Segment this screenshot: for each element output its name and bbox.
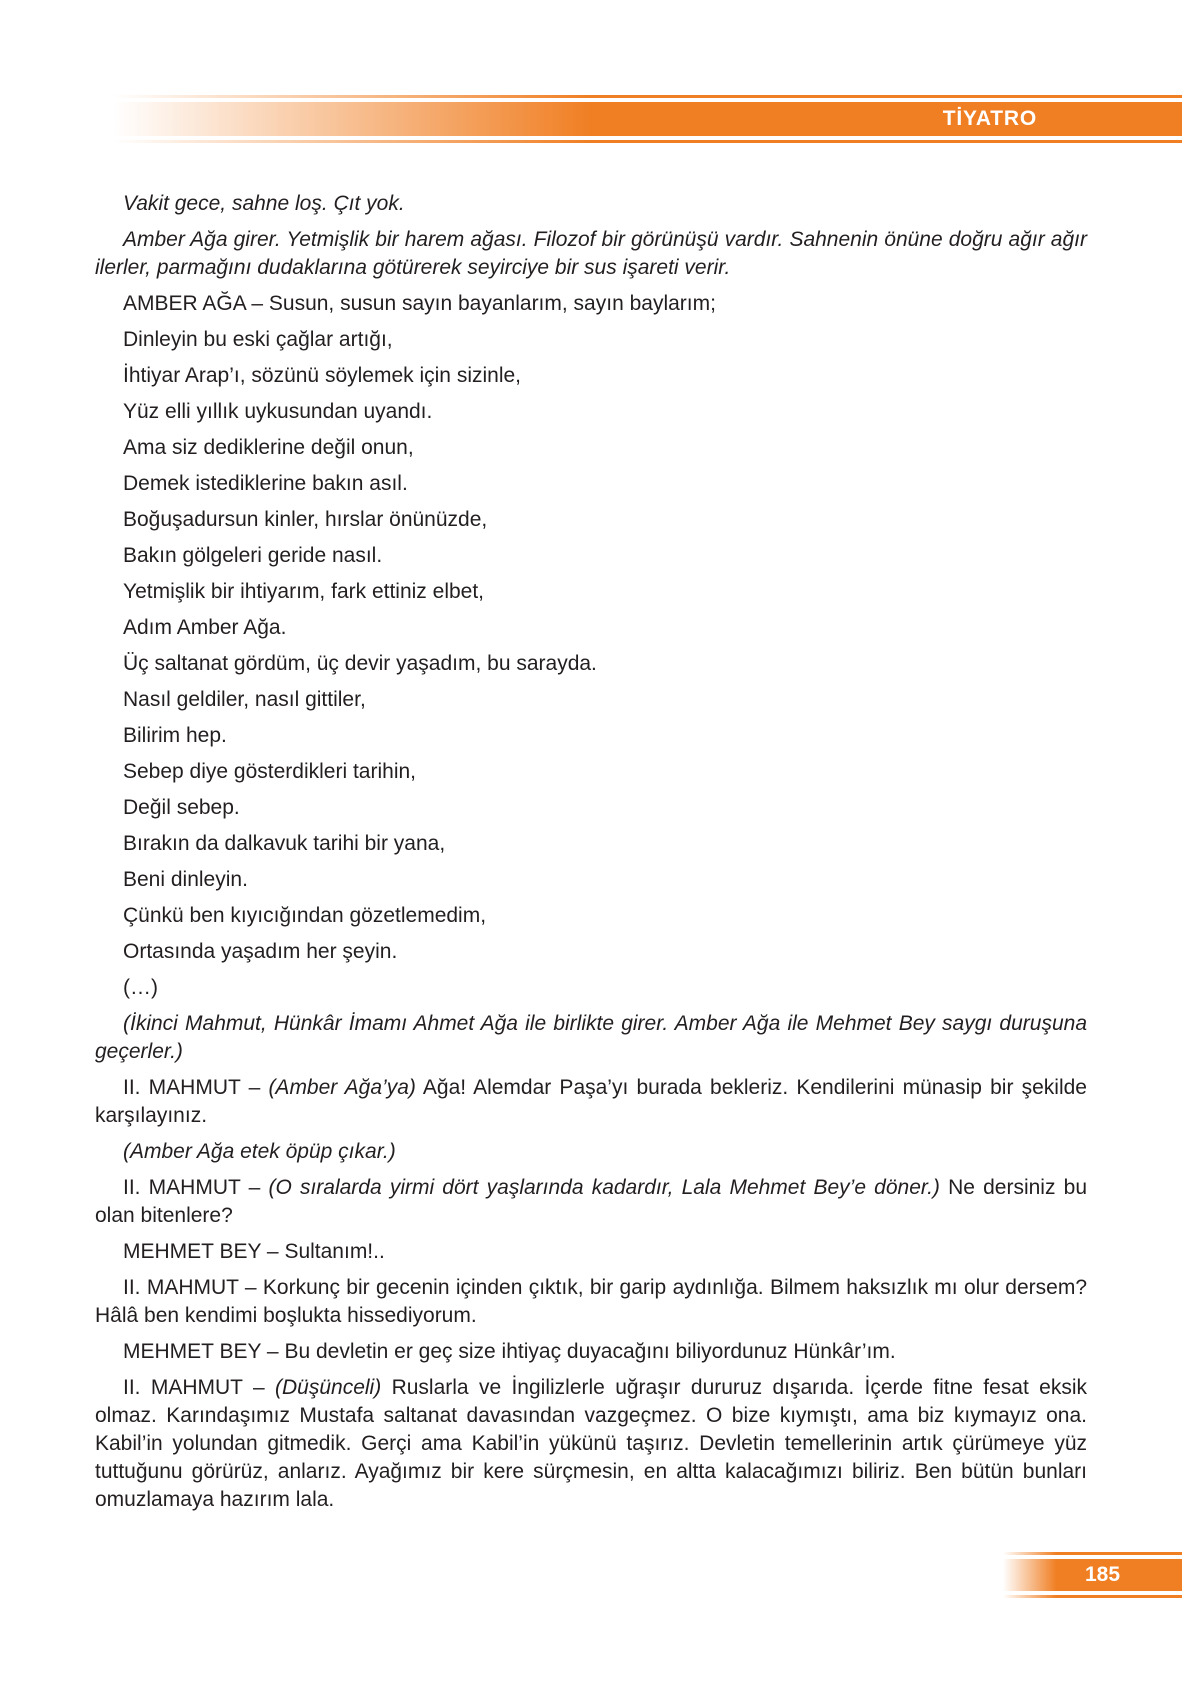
paragraph-stage: [95, 226, 1087, 282]
text-run: II. MAHMUT –: [123, 1076, 269, 1099]
footer-top-rule: [1003, 1552, 1182, 1555]
paragraph-verse: [95, 686, 1087, 714]
paragraph-stage: [95, 1138, 1087, 1166]
text-run: Yüz elli yıllık uykusundan uyandı.: [123, 400, 433, 423]
paragraph-dialogue: [95, 1338, 1087, 1366]
text-run: Ruslarla ve İngilizlerle uğraşır dururuz dışarıda. İçerde fitne fesat eksik olmaz. Karındaşımız Mustafa saltanat davasından vazgeçmez. O bize kıymıştı, ama biz kıymayız ona. Kabil’in yolundan gitmedik. Gerçi ama Kabil’in yükünü taşırız. Devletin temellerinin artık çürümeye yüz tuttuğunu görürüz, anlarız. Ayağımız bir kere sürçmesin, en altta kalacağımızı biliriz. Ben bütün bunları omuzlamaya hazırım lala.: [95, 1376, 1087, 1511]
paragraph-verse: [95, 614, 1087, 642]
text-run: II. MAHMUT –: [123, 1176, 269, 1199]
section-title: TİYATRO: [942, 107, 1037, 130]
paragraph-dialogue: [95, 1274, 1087, 1330]
header-bottom-rule: [113, 140, 1182, 143]
text-run: (İkinci Mahmut, Hünkâr İmamı Ahmet Ağa ile birlikte girer. Amber Ağa ile Mehmet Bey saygı duruşuna geçerler.): [95, 1012, 1087, 1063]
text-run: Beni dinleyin.: [123, 868, 248, 891]
text-run: Ağa! Alemdar Paşa’yı burada bekleriz. Kendilerini münasip bir şekilde karşılayınız.: [95, 1076, 1087, 1127]
text-run: Yetmişlik bir ihtiyarım, fark ettiniz elbet,: [123, 580, 485, 603]
paragraph-verse: [95, 290, 1087, 318]
paragraph-dialogue: [95, 1174, 1087, 1230]
paragraph-verse: [95, 902, 1087, 930]
paragraph-verse: [95, 938, 1087, 966]
page-number: 185: [1084, 1563, 1121, 1586]
text-run: (…): [123, 976, 158, 999]
paragraph-verse: [95, 758, 1087, 786]
paragraph-verse: [95, 542, 1087, 570]
paragraph-stage: [95, 190, 1087, 218]
text-run: Ama siz dediklerine değil onun,: [123, 436, 414, 459]
text-run: MEHMET BEY – Bu devletin er geç size ihtiyaç duyacağını biliyordunuz Hünkâr’ım.: [123, 1340, 896, 1363]
text-run: Adım Amber Ağa.: [123, 616, 287, 639]
paragraph-stage: [95, 1010, 1087, 1066]
paragraph-verse: [95, 326, 1087, 354]
text-run: Bırakın da dalkavuk tarihi bir yana,: [123, 832, 446, 855]
footer-bottom-rule: [1003, 1595, 1182, 1598]
text-run: AMBER AĞA – Susun, susun sayın bayanlarım, sayın baylarım;: [123, 292, 716, 315]
header-top-rule: [113, 95, 1182, 98]
text-run: II. MAHMUT –: [123, 1376, 276, 1399]
footer-bar: [1003, 1559, 1182, 1591]
text-run: Ne dersiniz bu olan bitenlere?: [95, 1176, 1087, 1227]
paragraph-verse: [95, 974, 1087, 1002]
text-run: (Düşünceli): [275, 1376, 382, 1399]
text-run: Dinleyin bu eski çağlar artığı,: [123, 328, 393, 351]
script-text: [95, 190, 1087, 1522]
text-run: İhtiyar Arap’ı, sözünü söylemek için sizinle,: [123, 364, 522, 387]
text-run: (O sıralarda yirmi dört yaşlarında kadardır, Lala Mehmet Bey’e döner.): [268, 1176, 940, 1199]
paragraph-dialogue: [95, 1374, 1087, 1514]
text-run: Nasıl geldiler, nasıl gittiler,: [123, 688, 366, 711]
paragraph-dialogue: [95, 1074, 1087, 1130]
paragraph-verse: [95, 866, 1087, 894]
text-run: Bakın gölgeleri geride nasıl.: [123, 544, 383, 567]
text-run: Bilirim hep.: [123, 724, 227, 747]
paragraph-verse: [95, 434, 1087, 462]
text-run: Çünkü ben kıyıcığından gözetlemedim,: [123, 904, 487, 927]
text-run: Demek istediklerine bakın asıl.: [123, 472, 408, 495]
header-bar: [113, 102, 1182, 136]
paragraph-verse: [95, 650, 1087, 678]
text-run: MEHMET BEY – Sultanım!..: [123, 1240, 385, 1263]
text-run: Amber Ağa girer. Yetmişlik bir harem ağası. Filozof bir görünüşü vardır. Sahnenin önüne doğru ağır ağır ilerler, parmağını dudaklarına götürerek seyirciye bir sus işareti verir.: [95, 228, 1087, 279]
text-run: Boğuşadursun kinler, hırslar önünüzde,: [123, 508, 488, 531]
paragraph-dialogue: [95, 1238, 1087, 1266]
paragraph-verse: [95, 506, 1087, 534]
text-run: Ortasında yaşadım her şeyin.: [123, 940, 398, 963]
paragraph-verse: [95, 794, 1087, 822]
paragraph-verse: [95, 470, 1087, 498]
text-run: Değil sebep.: [123, 796, 240, 819]
paragraph-verse: [95, 398, 1087, 426]
text-run: (Amber Ağa’ya): [268, 1076, 416, 1099]
paragraph-verse: [95, 362, 1087, 390]
text-run: Üç saltanat gördüm, üç devir yaşadım, bu sarayda.: [123, 652, 597, 675]
paragraph-verse: [95, 578, 1087, 606]
text-run: Vakit gece, sahne loş. Çıt yok.: [123, 192, 405, 215]
page-footer: [1003, 1552, 1182, 1598]
text-run: II. MAHMUT – Korkunç bir gecenin içinden çıktık, bir garip aydınlığa. Bilmem haksızlık mı olur dersem? Hâlâ ben kendimi boşlukta hissediyorum.: [95, 1276, 1087, 1327]
paragraph-verse: [95, 830, 1087, 858]
text-run: Sebep diye gösterdikleri tarihin,: [123, 760, 416, 783]
page-header: [113, 95, 1182, 143]
paragraph-verse: [95, 722, 1087, 750]
text-run: (Amber Ağa etek öpüp çıkar.): [123, 1140, 396, 1163]
